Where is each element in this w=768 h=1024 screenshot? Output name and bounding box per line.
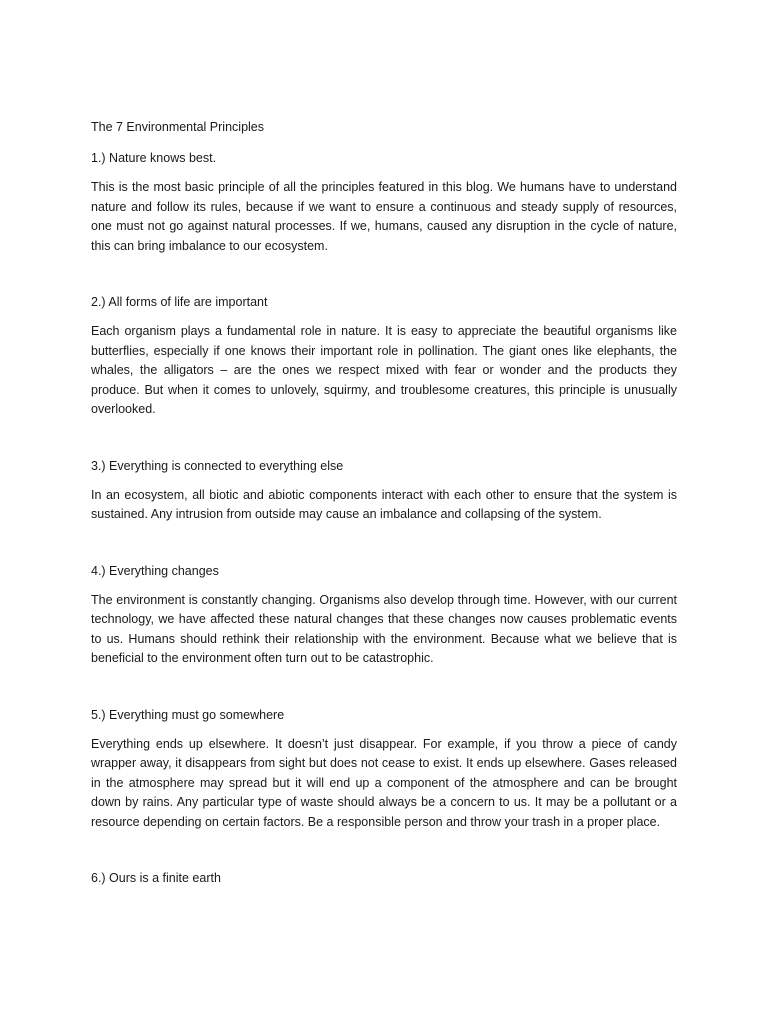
document-title: The 7 Environmental Principles	[91, 120, 264, 134]
principle-body: Everything ends up elsewhere. It doesn’t just disappear. For example, if you throw a piece of candy wrapper away, it disappears from sight but does not cease to exist. It ends up elsewhere. Gases released in the atmosphere may spread but it will end up a component of the atmosphere and can be brought down by rains. Any particular type of waste should always be a concern to us. It may be a pollutant or a resource depending on certain factors. Be a responsible person and throw your trash in a proper place.	[91, 736, 677, 829]
principle-heading: 6.) Ours is a finite earth	[91, 871, 221, 885]
document-page	[91, 118, 677, 898]
principle-heading: 4.) Everything changes	[91, 563, 219, 578]
principle-section-5	[91, 706, 677, 833]
principle-heading: 3.) Everything is connected to everything else	[91, 458, 344, 473]
principle-section-6	[91, 869, 677, 888]
principle-heading: 1.) Nature knows best.	[91, 151, 217, 165]
principle-body: In an ecosystem, all biotic and abiotic components interact with each other to ensure that the system is sustained. Any intrusion from outside may cause an imbalance and collapsing of the system.	[91, 487, 677, 521]
principle-body: This is the most basic principle of all the principles featured in this blog. We humans have to understand nature and follow its rules, because if we want to ensure a continuous and steady supply of resources, one must not go against natural processes. If we, humans, caused any disruption in the cycle of nature, this can bring imbalance to our ecosystem.	[91, 180, 677, 253]
principle-section-1	[91, 149, 677, 256]
principle-heading: 2.) All forms of life are important	[91, 295, 268, 309]
principle-section-3	[91, 457, 677, 525]
principle-section-4	[91, 562, 677, 669]
principle-body: The environment is constantly changing. Organisms also develop through time. However, with our current technology, we have affected these natural changes that these changes now causes problematic events to us. Humans should rethink their relationship with the environment. Because what we believe that is beneficial to the environment often turn out to be catastrophic.	[91, 592, 677, 665]
principle-body: Each organism plays a fundamental role in nature. It is easy to appreciate the beautiful organisms like butterflies, especially if one knows their important role in pollination. The giant ones like elephants, the whales, the alligators – are the ones we respect mixed with fear or wonder and the products they produce. But when it comes to unlovely, squirmy, and troublesome creatures, this principle is unusually overlooked.	[91, 324, 677, 416]
principle-section-2	[91, 293, 677, 420]
principle-heading: 5.) Everything must go somewhere	[91, 707, 285, 722]
